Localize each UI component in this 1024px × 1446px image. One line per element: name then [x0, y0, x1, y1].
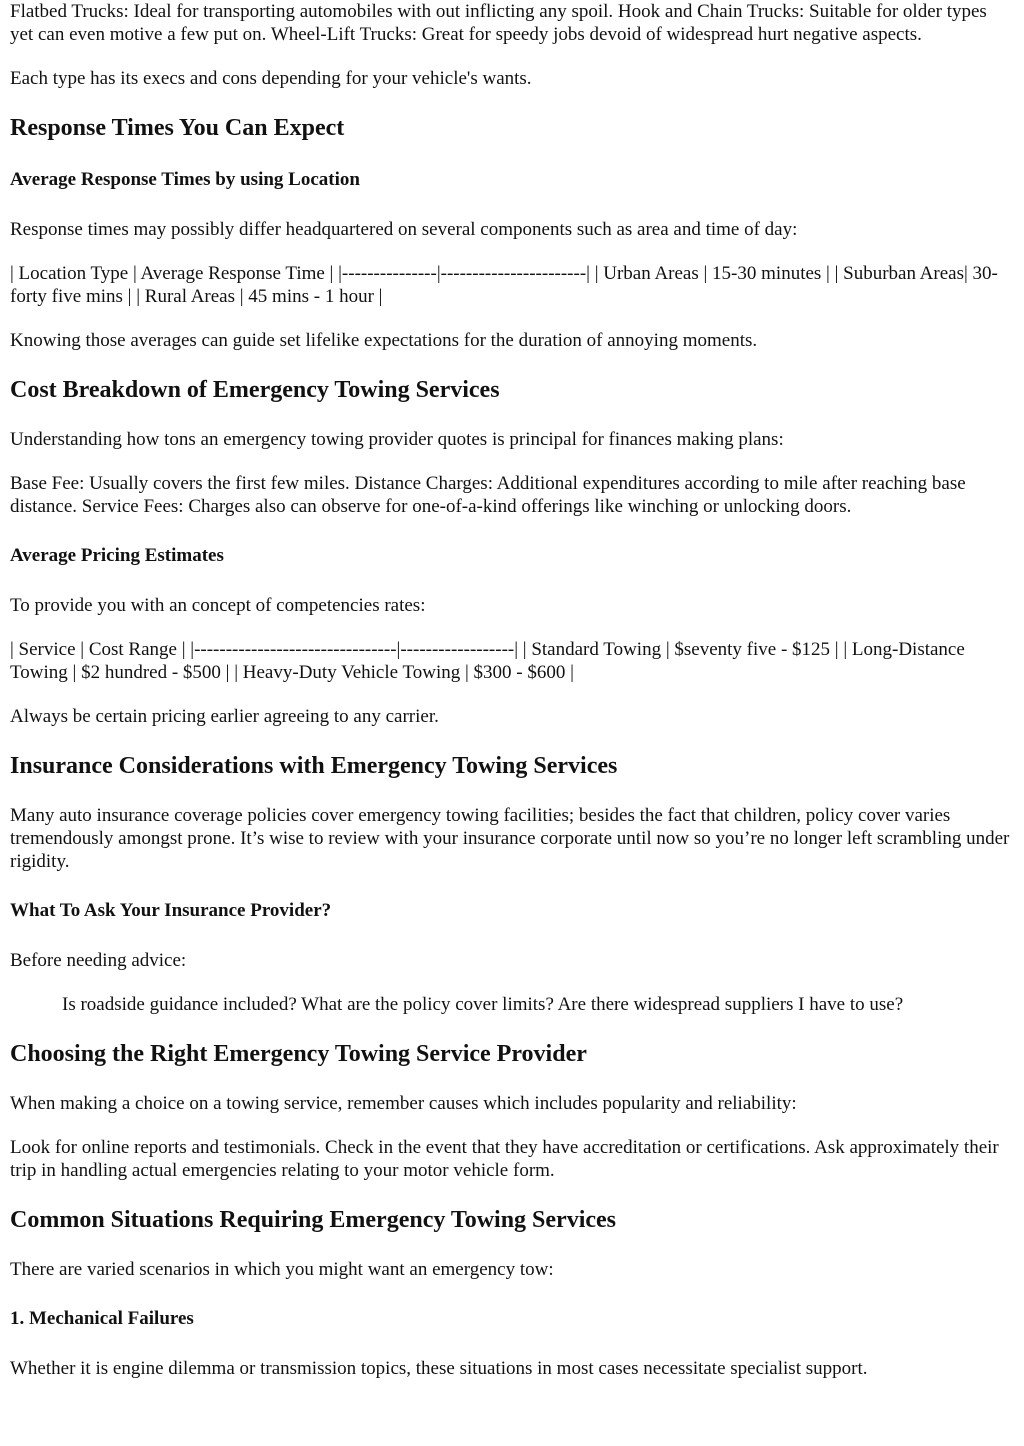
subheading-insurance-questions: What To Ask Your Insurance Provider? [10, 900, 332, 921]
paragraph-before-advice: Before needing advice: [10, 950, 187, 971]
paragraph-pros-cons: Each type has its execs and cons depending for your vehicle's wants. [10, 68, 532, 89]
paragraph-response-intro: Response times may possibly differ headquartered on several components such as area and time of day: [10, 219, 798, 240]
paragraph-response-table: | Location Type | Average Response Time | |---------------|-----------------------| | Urban Areas | 15-30 minutes | | Suburban Areas| 30-forty five mins | | Rural Areas | 45 mins - 1 hour | [10, 263, 998, 307]
paragraph-insurance: Many auto insurance coverage policies cover emergency towing facilities; besides the fact that children, policy cover varies tremendously amongst prone. It’s wise to review with your insurance corporate until now so you’re no longer left scrambling under rigidity. [10, 805, 1010, 872]
paragraph-fee-types: Base Fee: Usually covers the first few miles. Distance Charges: Additional expenditures according to mile after reaching base distance. Service Fees: Charges also can observe for one-of-a-kind offerings like winching or unlocking doors. [10, 473, 966, 517]
heading-cost-breakdown: Cost Breakdown of Emergency Towing Services [10, 377, 500, 403]
paragraph-pricing-note: Always be certain pricing earlier agreeing to any carrier. [10, 706, 439, 727]
subheading-response-by-location: Average Response Times by using Location [10, 169, 360, 190]
heading-insurance: Insurance Considerations with Emergency Towing Services [10, 753, 618, 779]
subheading-pricing-estimates: Average Pricing Estimates [10, 545, 224, 566]
paragraph-pricing-table: | Service | Cost Range | |--------------------------------|------------------| | Standard Towing | $seventy five - $125 | | Long-Distance Towing | $2 hundred - $500 | | Heavy-Duty Vehicle Towing | $300 - $600 | [10, 639, 965, 683]
paragraph-insurance-questions: Is roadside guidance included? What are the policy cover limits? Are there widespread suppliers I have to use? [62, 994, 904, 1015]
paragraph-choosing-intro: When making a choice on a towing service, remember causes which includes popularity and reliability: [10, 1093, 797, 1114]
paragraph-pricing-intro: To provide you with an concept of competencies rates: [10, 595, 426, 616]
paragraph-mechanical-failures: Whether it is engine dilemma or transmission topics, these situations in most cases necessitate specialist support. [10, 1358, 868, 1379]
heading-response-times: Response Times You Can Expect [10, 115, 345, 141]
paragraph-tow-truck-types: Flatbed Trucks: Ideal for transporting automobiles with out inflicting any spoil. Hook and Chain Trucks: Suitable for older types yet can even motive a few put on. Wheel-Lift Trucks: Great for speedy jobs devoid of widespread hurt negative aspects. [10, 1, 987, 45]
paragraph-cost-intro: Understanding how tons an emergency towing provider quotes is principal for finances making plans: [10, 429, 784, 450]
paragraph-choosing-tips: Look for online reports and testimonials. Check in the event that they have accreditation or certifications. Ask approximately their trip in handling actual emergencies relating to your motor vehicle form. [10, 1137, 999, 1181]
paragraph-averages-note: Knowing those averages can guide set lifelike expectations for the duration of annoying moments. [10, 330, 758, 351]
subheading-mechanical-failures: 1. Mechanical Failures [10, 1308, 194, 1329]
paragraph-situations-intro: There are varied scenarios in which you might want an emergency tow: [10, 1259, 554, 1280]
heading-common-situations: Common Situations Requiring Emergency Towing Services [10, 1207, 617, 1233]
heading-choosing-provider: Choosing the Right Emergency Towing Service Provider [10, 1041, 587, 1067]
